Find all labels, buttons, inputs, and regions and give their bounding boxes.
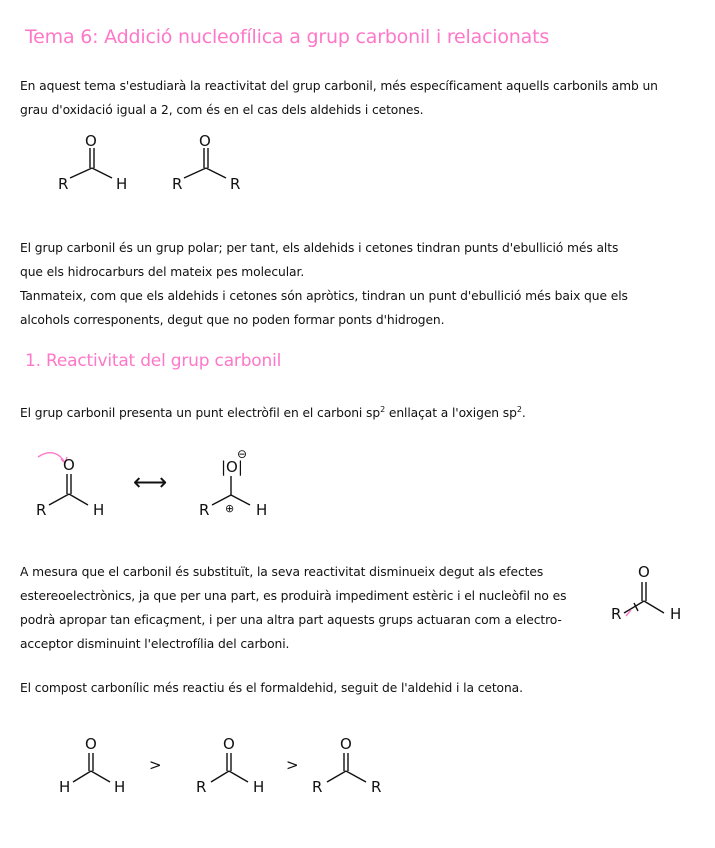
oxygen-label: O <box>223 735 235 753</box>
electrophile-text: El grup carbonil presenta un punt electròfil en el carboni sp <box>20 406 381 420</box>
carbonyl-resonance-scheme <box>30 445 280 525</box>
intro-paragraph <box>20 74 680 122</box>
electrophile-text-2: enllaçat a l'oxigen sp <box>385 406 517 420</box>
r-group-label: R <box>58 175 69 193</box>
greater-than-sign: > <box>286 756 299 774</box>
oxygen-label: O <box>85 132 97 150</box>
oxygen-label: O <box>340 735 352 753</box>
substituted-carbonyl-structure <box>600 555 690 630</box>
sp-superscript: 2 <box>516 405 522 414</box>
oxygen-label: O <box>199 132 211 150</box>
r-group-label: R <box>611 605 622 623</box>
oxide-label: |O| <box>221 458 243 476</box>
r-group-label: R <box>230 175 241 193</box>
polarity-line-2: que els hidrocarburs del mateix pes molecular. <box>20 265 305 279</box>
polarity-line-4: alcohols corresponents, degut que no poden formar ponts d'hidrogen. <box>20 313 445 327</box>
section-heading: 1. Reactivitat del grup carbonil <box>25 351 282 371</box>
curved-arrow-icon <box>38 453 65 463</box>
r-group-label: R <box>199 501 210 519</box>
page-title: Tema 6: Addició nucleofílica a grup carbonil i relacionats <box>25 26 550 48</box>
ranking-text: El compost carbonílic més reactiu és el formaldehid, seguit de l'aldehid i la cetona. <box>20 681 523 695</box>
ranking-paragraph <box>20 676 680 700</box>
oxygen-label: O <box>85 735 97 753</box>
hydrogen-label: H <box>93 501 105 519</box>
hydrogen-label: H <box>256 501 268 519</box>
polarity-line-3: Tanmateix, com que els aldehids i cetones són apròtics, tindran un punt d'ebullició més baix que els <box>20 289 628 303</box>
r-group-label: R <box>312 778 323 796</box>
hydrogen-label: H <box>670 605 682 623</box>
oxygen-label: O <box>63 456 75 474</box>
sp-superscript: 2 <box>380 405 386 414</box>
polarity-line-1: El grup carbonil és un grup polar; per tant, els aldehids i cetones tindran punts d'ebullició més alts <box>20 241 619 255</box>
reactivity-ranking-structures <box>48 735 398 800</box>
electrophile-paragraph: El grup carbonil presenta un punt electròfil en el carboni $sp^2$ enllaçat a l'oxigen $sp^2$. <box>20 405 526 420</box>
hydrogen-label: H <box>116 175 128 193</box>
oxygen-label: O <box>638 563 650 581</box>
r-group-label: R <box>36 501 47 519</box>
hydrogen-label: H <box>253 778 265 796</box>
positive-charge-icon: ⊕ <box>225 502 235 515</box>
r-group-label: R <box>172 175 183 193</box>
r-group-label: R <box>371 778 382 796</box>
resonance-arrow-icon: ⟷ <box>133 468 168 496</box>
aldehyde-ketone-structures <box>50 132 270 200</box>
intro-line-1: En aquest tema s'estudiarà la reactivitat del grup carbonil, més específicament aquells carbonils amb un <box>20 79 658 93</box>
substitution-text: A mesura que el carbonil és substituït, la seva reactivitat disminueix degut als efectes estereoelectrònics, ja que per una part, es produirà impediment estèric i el nucleòfil no es podrà apropar tan eficaçment, i per una altra part aquests grups actuaran com a electro-acceptor disminuint l'electrofília del carboni. <box>20 565 567 651</box>
substitution-paragraph <box>20 560 580 656</box>
greater-than-sign: > <box>149 756 162 774</box>
hydrogen-label: H <box>114 778 126 796</box>
polarity-paragraph <box>20 236 680 332</box>
r-group-label: R <box>196 778 207 796</box>
negative-charge-icon: ⊖ <box>237 447 248 461</box>
intro-line-2: grau d'oxidació igual a 2, com és en el cas dels aldehids i cetones. <box>20 103 424 117</box>
hydrogen-label: H <box>59 778 71 796</box>
